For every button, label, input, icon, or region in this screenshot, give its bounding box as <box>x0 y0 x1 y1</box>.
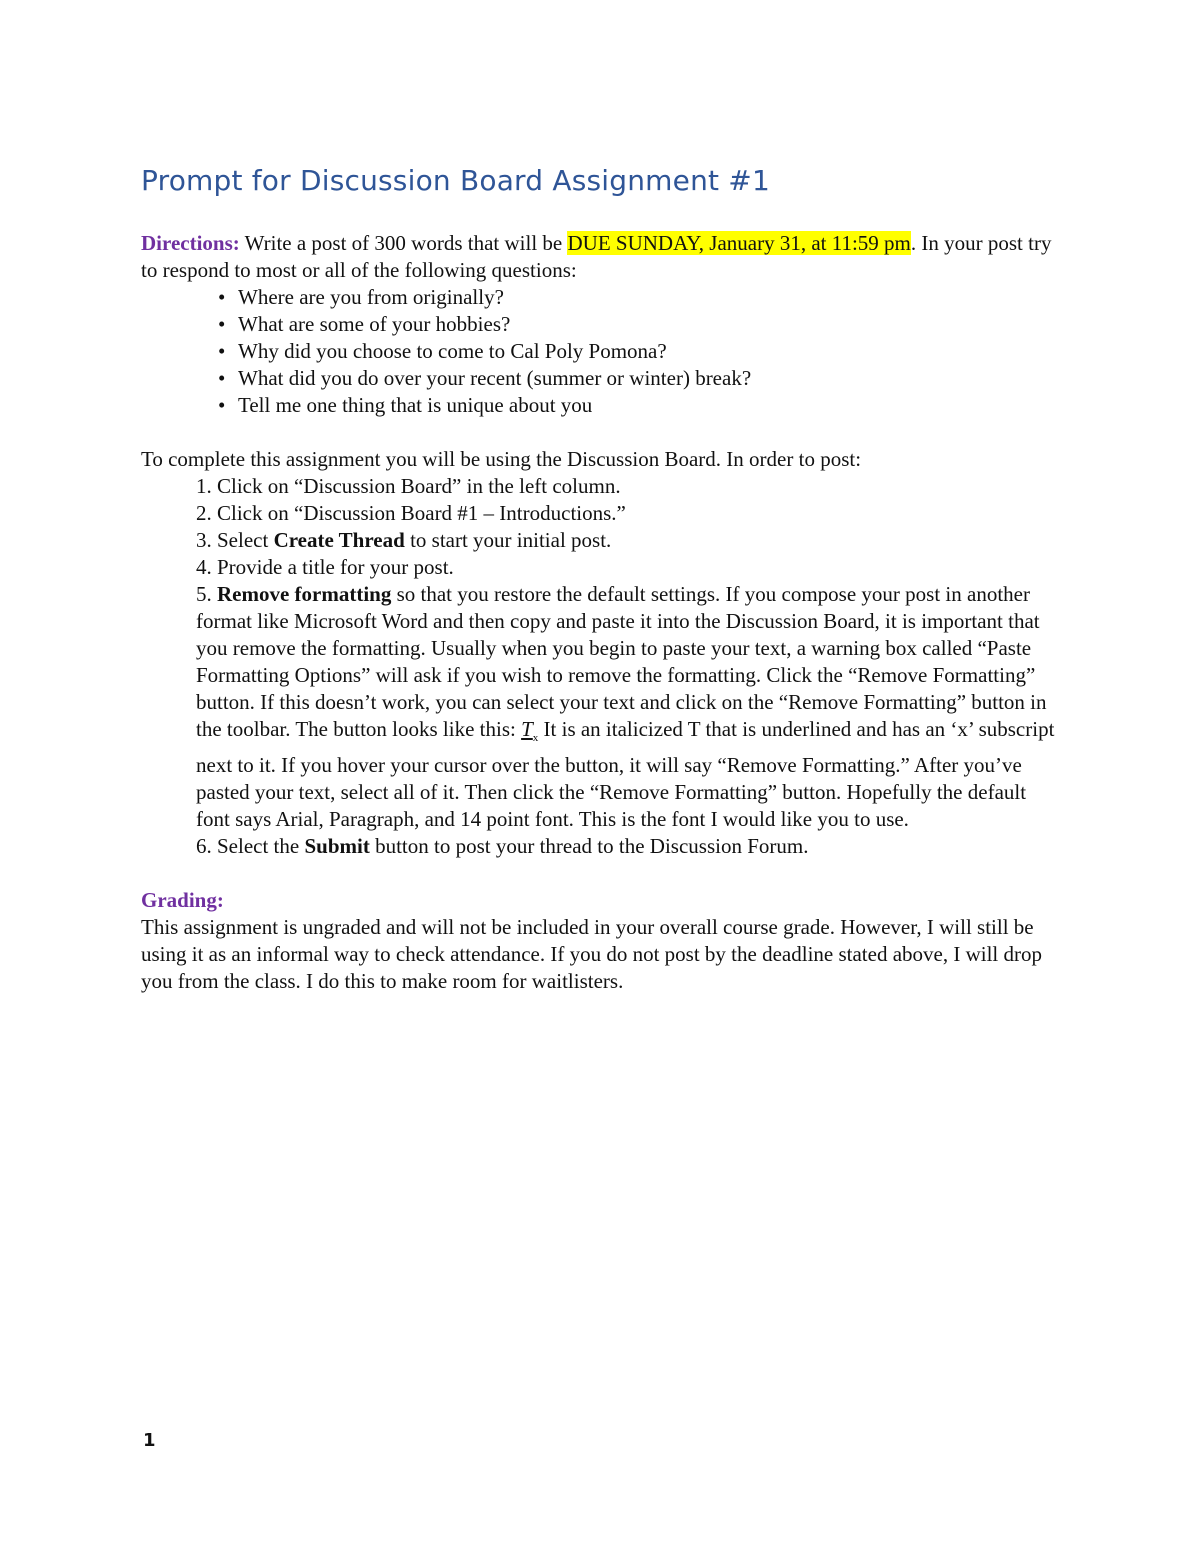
step-3 <box>196 527 1061 554</box>
bullet-icon: • <box>218 339 226 363</box>
remove-formatting-icon-t: T <box>521 717 533 741</box>
remove-formatting-term: Remove formatting <box>217 582 392 606</box>
list-item <box>141 338 1061 365</box>
list-item <box>141 392 1061 419</box>
step-2: 2. Click on “Discussion Board #1 – Introductions.” <box>196 501 626 525</box>
question-list <box>141 284 1061 419</box>
grading-heading: Grading: <box>141 888 224 913</box>
step-1: 1. Click on “Discussion Board” in the left column. <box>196 474 621 498</box>
step-5-text-continued: It is an italicized T that is underlined and has an ‘x’ subscript next to it. If you hover your cursor over the button, it will say “Remove Formatting.” After you’ve pasted your text, select all of it. Then click the “Remove Formatting” button. Hopefully the default font says Arial, Paragraph, and 14 point font. This is the font I would like you to use. <box>196 717 1055 832</box>
bullet-icon: • <box>218 366 226 390</box>
page-number: 1 <box>143 1430 156 1451</box>
step-6-prefix: 6. Select the <box>196 834 305 859</box>
create-thread-term: Create Thread <box>273 528 405 552</box>
list-item <box>141 365 1061 392</box>
step-6-suffix: button to post your thread to the Discussion Forum. <box>369 834 809 859</box>
question-text: Tell me one thing that is unique about you <box>238 393 593 417</box>
submit-term: Submit <box>304 834 370 859</box>
document-body <box>141 230 1061 995</box>
bullet-icon: • <box>218 393 226 417</box>
spacer <box>141 860 1061 887</box>
step-6 <box>196 833 1061 860</box>
grading-text: This assignment is ungraded and will not be included in your overall course grade. However, I will still be using it as an informal way to check attendance. If you do not post by the deadline stated above, I will drop you from the class. I do this to make room for waitlisters. <box>141 915 1043 994</box>
directions-label: Directions: <box>141 231 240 255</box>
question-text: What did you do over your recent (summer or winter) break? <box>238 366 752 390</box>
steps-list <box>196 473 1061 860</box>
step-5-prefix: 5. <box>196 582 217 606</box>
question-text: Where are you from originally? <box>238 285 504 309</box>
due-date-highlight: DUE SUNDAY, January 31, at 11:59 pm <box>567 231 911 255</box>
bullet-icon: • <box>218 285 226 309</box>
instructions-intro: To complete this assignment you will be using the Discussion Board. In order to post: <box>141 447 862 471</box>
document-title: Prompt for Discussion Board Assignment #1 <box>141 164 770 197</box>
remove-formatting-icon-x: x <box>532 732 539 745</box>
step-5-text: so that you restore the default settings. If you compose your post in another format like Microsoft Word and then copy and paste it into the Discussion Board, it is important that you remove the formatting. Usually when you begin to paste your text, a warning box called “Paste Formatting Options” will ask if you wish to remove the formatting. Click the “Remove Formatting” button. If this doesn’t work, you can select your text and click on the “Remove Formatting” button in the toolbar. The button looks like this: <box>196 582 1047 741</box>
bullet-icon: • <box>218 312 226 336</box>
question-text: What are some of your hobbies? <box>238 312 511 336</box>
list-item <box>141 311 1061 338</box>
list-item <box>141 284 1061 311</box>
step-3-suffix: to start your initial post. <box>404 528 612 552</box>
directions-text-after: . In your post try to respond to most or all of the following questions: <box>141 231 1052 282</box>
question-text: Why did you choose to come to Cal Poly Pomona? <box>238 339 667 363</box>
remove-formatting-icon <box>521 717 539 745</box>
spacer <box>141 419 1061 446</box>
step-3-prefix: 3. Select <box>196 528 274 552</box>
directions-paragraph <box>141 230 1061 284</box>
step-4: 4. Provide a title for your post. <box>196 555 454 579</box>
step-5 <box>196 581 1061 833</box>
directions-text-before: Write a post of 300 words that will be <box>239 231 568 255</box>
